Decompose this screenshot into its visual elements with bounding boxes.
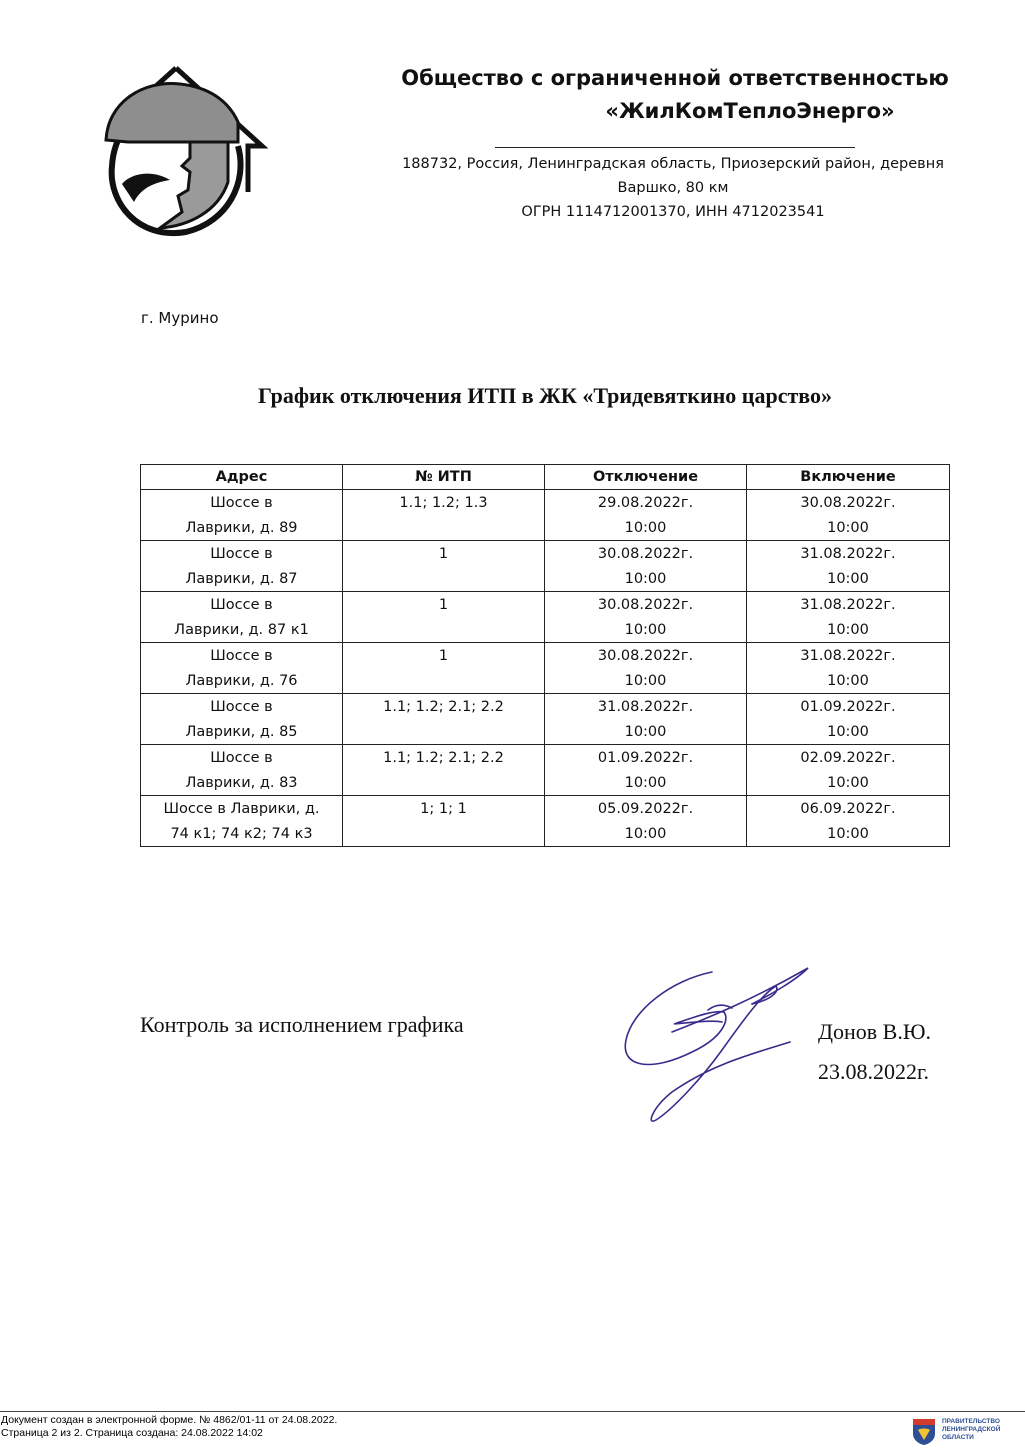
column-header-shutdown: Отключение xyxy=(545,465,747,490)
shutdown-cell xyxy=(545,490,747,541)
organization-name-line1: Общество с ограниченной ответственностью xyxy=(401,66,949,90)
restart-date: 02.09.2022г. xyxy=(800,750,896,766)
column-header-itp: № ИТП xyxy=(343,465,545,490)
address-cell xyxy=(141,643,343,694)
table-row xyxy=(141,490,950,541)
column-header-restart: Включение xyxy=(747,465,950,490)
address-line: Шоссе в xyxy=(210,750,273,766)
electronic-document-note xyxy=(1,1414,337,1440)
restart-time: 10:00 xyxy=(827,774,869,791)
itp-cell: 1.1; 1.2; 2.1; 2.2 xyxy=(343,745,545,796)
shutdown-cell xyxy=(545,541,747,592)
address-cell xyxy=(141,745,343,796)
address-line: 74 к1; 74 к2; 74 к3 xyxy=(170,825,313,842)
shutdown-date: 31.08.2022г. xyxy=(597,699,694,715)
restart-cell xyxy=(747,541,950,592)
restart-date: 30.08.2022г. xyxy=(800,495,896,511)
address-line: Шоссе в xyxy=(210,495,273,511)
address-cell xyxy=(141,592,343,643)
restart-time: 10:00 xyxy=(827,570,869,587)
address-line: Шоссе в Лаврики, д. xyxy=(163,801,320,817)
column-header-address: Адрес xyxy=(141,465,343,490)
table-row xyxy=(141,592,950,643)
shutdown-time: 10:00 xyxy=(624,774,667,791)
itp-cell: 1 xyxy=(343,541,545,592)
restart-date: 01.09.2022г. xyxy=(800,699,896,715)
gov-label-line3: ОБЛАСТИ xyxy=(942,1434,974,1441)
shutdown-time: 10:00 xyxy=(624,519,667,536)
gov-label-line2: ЛЕНИНГРАДСКОЙ xyxy=(942,1426,1001,1433)
table-header-row xyxy=(141,465,950,490)
shutdown-cell xyxy=(545,592,747,643)
shutdown-time: 10:00 xyxy=(624,570,667,587)
table-row xyxy=(141,643,950,694)
restart-date: 31.08.2022г. xyxy=(800,546,896,562)
address-cell xyxy=(141,694,343,745)
government-label xyxy=(942,1418,1000,1442)
table-row xyxy=(141,694,950,745)
registration-numbers: ОГРН 1114712001370, ИНН 4712023541 xyxy=(521,204,825,220)
organization-name-line2: «ЖилКомТеплоЭнерго» xyxy=(605,99,895,123)
restart-time: 10:00 xyxy=(827,672,869,689)
shutdown-time: 10:00 xyxy=(624,672,667,689)
organization-address xyxy=(378,152,968,224)
restart-date: 06.09.2022г. xyxy=(800,801,896,817)
shutdown-time: 10:00 xyxy=(624,825,667,842)
document-number-line: Документ создан в электронной форме. № 4862/01-11 от 24.08.2022. xyxy=(1,1414,338,1426)
restart-date: 31.08.2022г. xyxy=(800,648,896,664)
restart-cell xyxy=(747,694,950,745)
restart-time: 10:00 xyxy=(827,723,869,740)
address-line: Шоссе в xyxy=(210,699,273,715)
address-line: Лаврики, д. 89 xyxy=(185,519,298,536)
address-line: Шоссе в xyxy=(210,648,273,664)
signature-strokes xyxy=(625,968,808,1121)
restart-cell xyxy=(747,490,950,541)
organization-name xyxy=(385,62,965,128)
address-line: Лаврики, д. 87 к1 xyxy=(174,621,309,638)
address-line: Лаврики, д. 87 xyxy=(185,570,298,587)
itp-cell: 1 xyxy=(343,643,545,694)
signed-date: 23.08.2022г. xyxy=(818,1059,930,1084)
address-cell xyxy=(141,541,343,592)
shutdown-date: 05.09.2022г. xyxy=(597,801,694,817)
itp-cell: 1.1; 1.2; 1.3 xyxy=(343,490,545,541)
address-line2: Варшко, 80 км xyxy=(617,180,729,196)
bottom-divider xyxy=(0,1411,1025,1412)
shutdown-cell xyxy=(545,796,747,847)
shutdown-time: 10:00 xyxy=(624,723,667,740)
shutdown-date: 30.08.2022г. xyxy=(597,597,694,613)
shutdown-cell xyxy=(545,694,747,745)
shutdown-schedule-table xyxy=(140,464,950,847)
shutdown-date: 29.08.2022г. xyxy=(597,495,694,511)
gov-label-line1: ПРАВИТЕЛЬСТВО xyxy=(942,1418,1000,1425)
address-line: Лаврики, д. 76 xyxy=(185,672,298,689)
address-line1: 188732, Россия, Ленинградская область, Приозерский район, деревня xyxy=(402,156,944,172)
table-row xyxy=(141,541,950,592)
restart-cell xyxy=(747,796,950,847)
shutdown-cell xyxy=(545,745,747,796)
city-name: г. Мурино xyxy=(141,309,219,327)
document-title: График отключения ИТП в ЖК «Тридевяткино царство» xyxy=(257,383,833,408)
shutdown-time: 10:00 xyxy=(624,621,667,638)
shutdown-cell xyxy=(545,643,747,694)
signer-name: Донов В.Ю. xyxy=(818,1019,931,1044)
restart-time: 10:00 xyxy=(827,825,869,842)
restart-cell xyxy=(747,643,950,694)
restart-cell xyxy=(747,592,950,643)
address-line: Лаврики, д. 83 xyxy=(185,774,298,791)
itp-cell: 1; 1; 1 xyxy=(343,796,545,847)
itp-cell: 1 xyxy=(343,592,545,643)
shutdown-date: 30.08.2022г. xyxy=(597,648,694,664)
table-row xyxy=(141,745,950,796)
control-statement: Контроль за исполнением графика xyxy=(140,1012,464,1037)
company-logo-icon xyxy=(98,62,268,238)
page-info-line: Страница 2 из 2. Страница создана: 24.08.2022 14:02 xyxy=(1,1427,263,1439)
shutdown-date: 30.08.2022г. xyxy=(597,546,694,562)
restart-time: 10:00 xyxy=(827,519,869,536)
address-line: Лаврики, д. 85 xyxy=(185,723,298,740)
signer-block xyxy=(818,1012,931,1092)
table-row xyxy=(141,796,950,847)
restart-date: 31.08.2022г. xyxy=(800,597,896,613)
address-cell xyxy=(141,796,343,847)
header-divider xyxy=(495,147,855,148)
itp-cell: 1.1; 1.2; 2.1; 2.2 xyxy=(343,694,545,745)
shutdown-date: 01.09.2022г. xyxy=(597,750,694,766)
restart-cell xyxy=(747,745,950,796)
government-emblem-icon xyxy=(912,1418,936,1446)
address-cell xyxy=(141,490,343,541)
address-line: Шоссе в xyxy=(210,597,273,613)
handwritten-signature xyxy=(612,960,817,1125)
address-line: Шоссе в xyxy=(210,546,273,562)
restart-time: 10:00 xyxy=(827,621,869,638)
